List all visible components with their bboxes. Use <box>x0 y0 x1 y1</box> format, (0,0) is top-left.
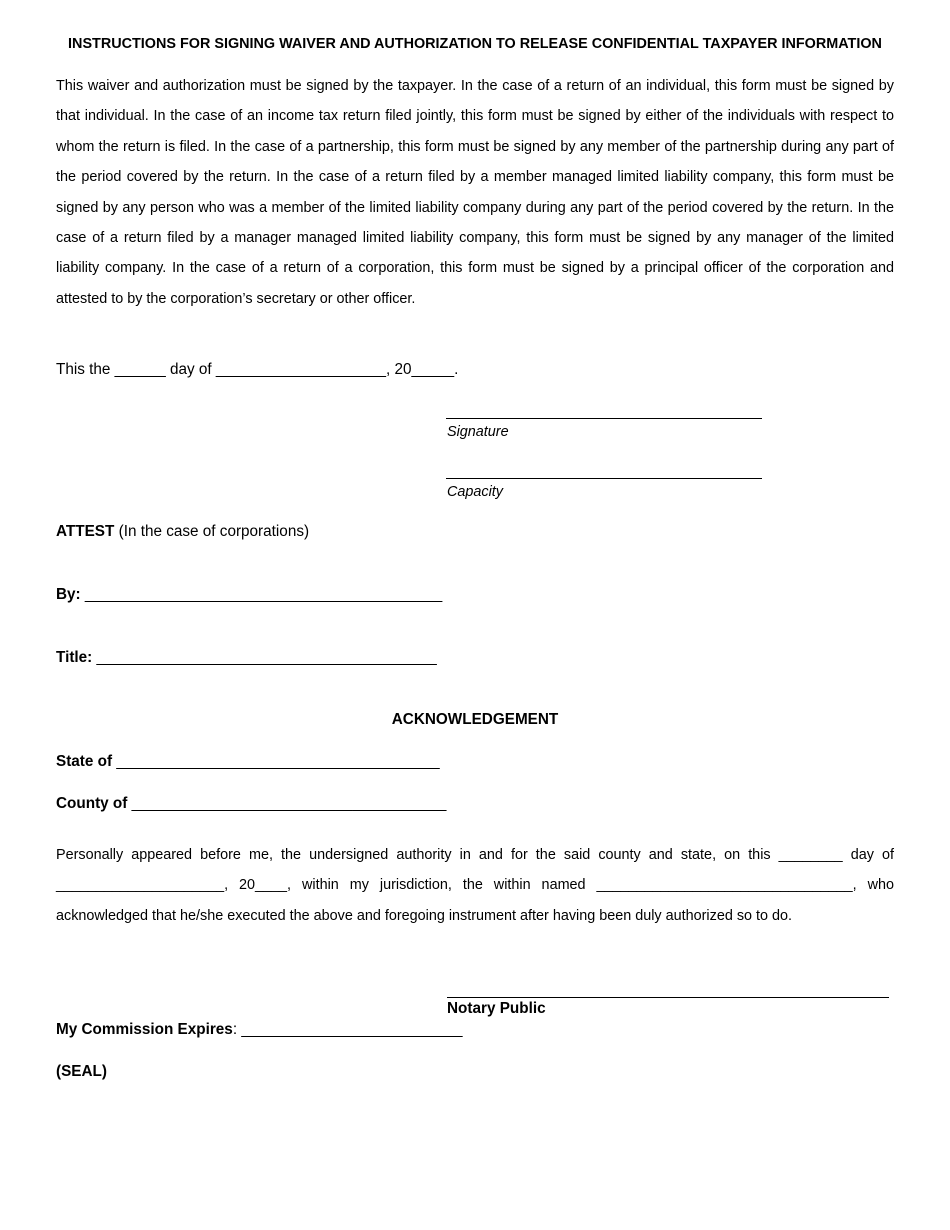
acknowledgement-paragraph: Personally appeared before me, the undersigned authority in and for the said county and state, on this ________ day of _____________________, 20____, within my jurisdiction, the within named ________________________________, who acknowledged that he/she executed the above and foregoing instrument after having been duly authorized so to do. <box>56 847 894 924</box>
date-line[interactable]: This the ______ day of ____________________, 20_____. <box>56 361 459 378</box>
instructions-paragraph: This waiver and authorization must be signed by the taxpayer. In the case of a return of an individual, this form must be signed by that individual. In the case of an income tax return filed jointly, this form must be signed by either of the individuals with respect to whom the return is filed. In the case of a partnership, this form must be signed by any member of the partnership during any part of the period covered by the return. In the case of a return filed by a member managed limited liability company, this form must be signed by any person who was a member of the limited liability company during any part of the period covered by the return. In the case of a return filed by a manager managed limited liability company, this form must be signed by any manager of the limited liability company. In the case of a return of a corporation, this form must be signed by a principal officer of the corporation and attested to by the corporation’s secretary or other officer. <box>56 78 894 307</box>
capacity-line[interactable] <box>446 478 762 479</box>
commission-label: My Commission Expires <box>56 1021 233 1038</box>
commission-field[interactable]: : __________________________ <box>232 1021 463 1038</box>
signature-label: Signature <box>447 424 509 440</box>
attest-by-row <box>56 586 442 604</box>
attest-line <box>56 523 309 541</box>
notary-signature-line[interactable] <box>447 997 889 998</box>
notary-public-label: Notary Public <box>447 1000 546 1017</box>
attest-heading: ATTEST <box>56 523 115 540</box>
state-label: State of <box>56 753 113 770</box>
attest-title-row <box>56 649 437 667</box>
county-field[interactable]: _____________________________________ <box>127 795 447 812</box>
attest-note: (In the case of corporations) <box>114 523 310 540</box>
attest-by-label: By: <box>56 586 81 603</box>
signature-line[interactable] <box>446 418 762 419</box>
seal-label: (SEAL) <box>56 1063 107 1080</box>
attest-title-field[interactable]: ________________________________________ <box>92 649 437 666</box>
county-label: County of <box>56 795 128 812</box>
county-row <box>56 795 446 813</box>
state-field[interactable]: ______________________________________ <box>112 753 440 770</box>
acknowledgement-heading: ACKNOWLEDGEMENT <box>391 711 559 728</box>
attest-by-field[interactable]: __________________________________________ <box>80 586 443 603</box>
commission-row <box>56 1021 463 1039</box>
attest-title-label: Title: <box>56 649 93 666</box>
state-row <box>56 753 440 771</box>
form-title: INSTRUCTIONS FOR SIGNING WAIVER AND AUTHORIZATION TO RELEASE CONFIDENTIAL TAXPAYER INFORMATION <box>68 36 882 52</box>
capacity-label: Capacity <box>447 484 503 500</box>
